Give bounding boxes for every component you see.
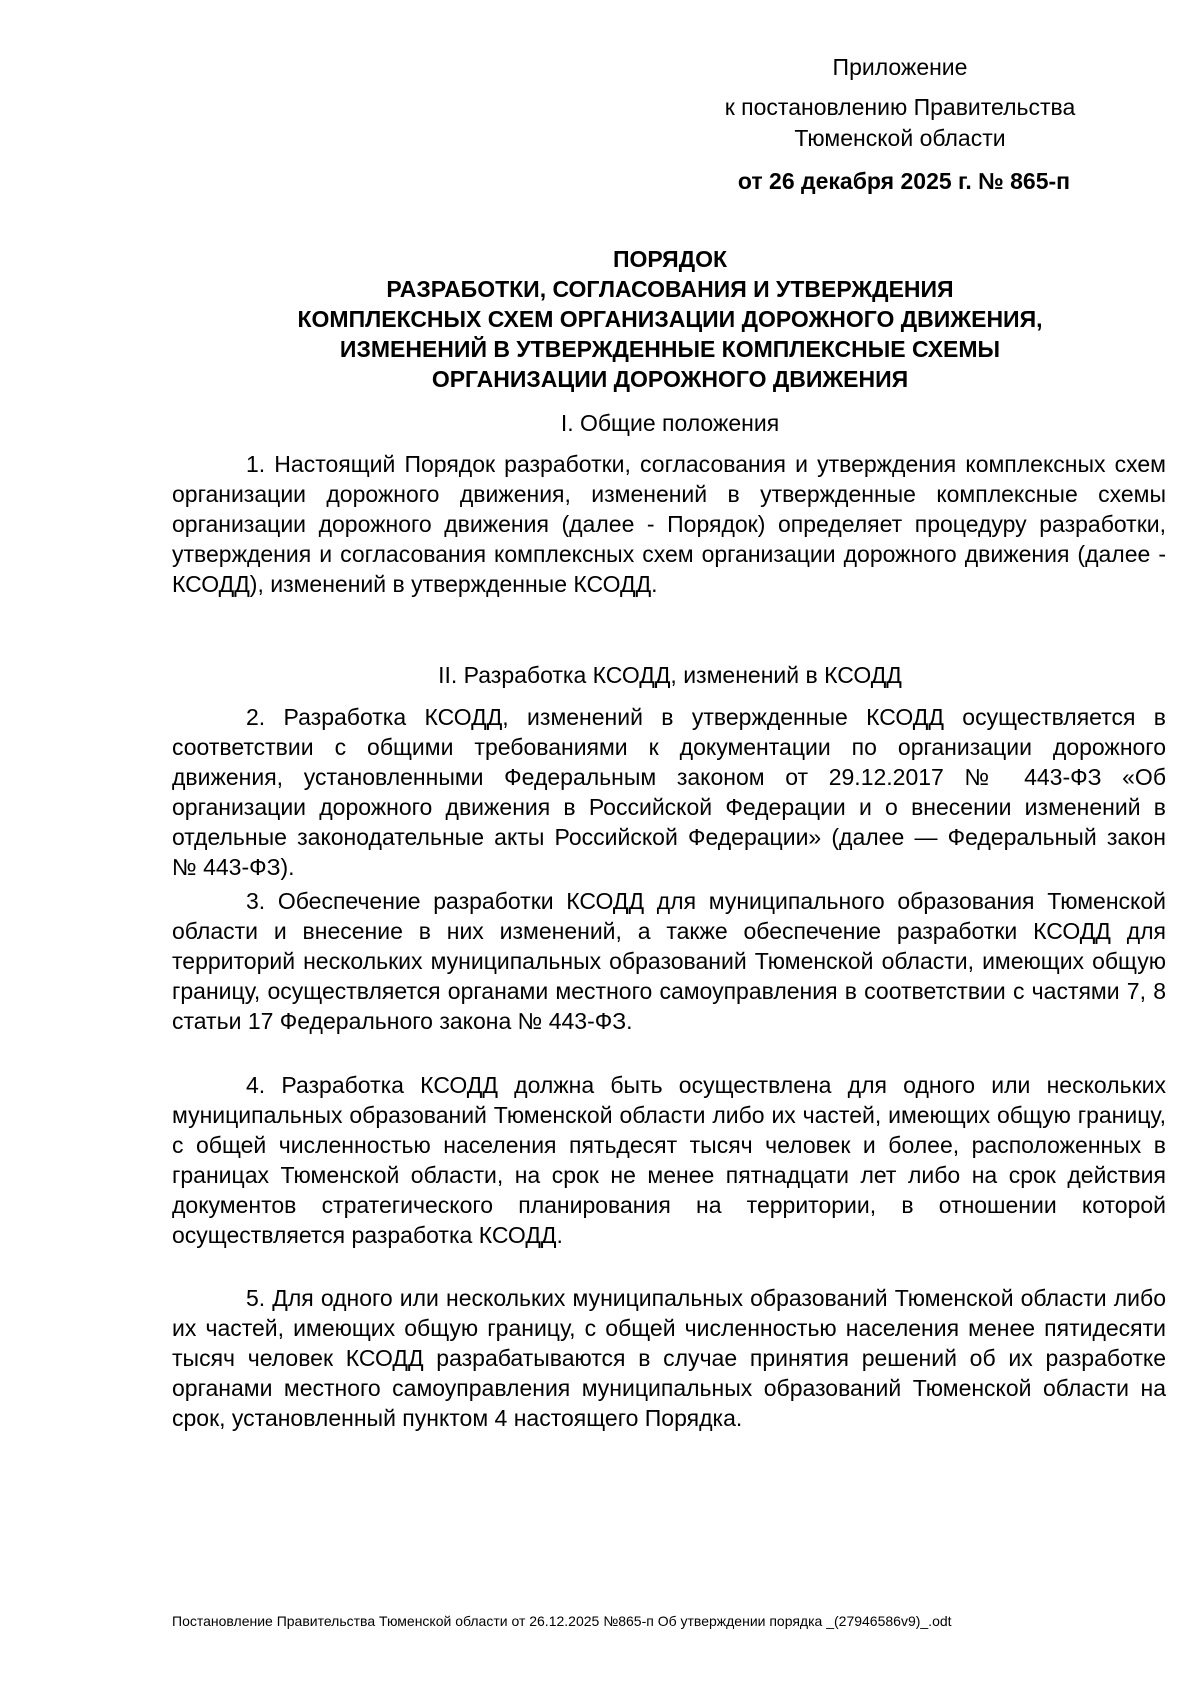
- title-line-5: ОРГАНИЗАЦИИ ДОРОЖНОГО ДВИЖЕНИЯ: [431, 366, 909, 392]
- appendix-label: Приложение: [832, 54, 968, 80]
- appendix-header: [680, 52, 1120, 197]
- paragraph-4: 4. Разработка КСОДД должна быть осуществлена для одного или нескольких муниципальных образований Тюменской области либо их частей, имеющих общую границу, с общей численностью населения пятьдесят тысяч человек и более, расположенных в границах Тюменской области, на срок не менее пятнадцати лет либо на срок действия документов стратегического планирования на территории, в отношении которой осуществляется разработка КСОДД.: [172, 1072, 1166, 1248]
- to-decree-line-2: Тюменской области: [794, 125, 1006, 151]
- paragraph-2: 2. Разработка КСОДД, изменений в утвержденные КСОДД осуществляется в соответствии с общими требованиями к документации по организации дорожного движения, установленными Федеральным законом от 29.12.2017 № 443-ФЗ «Об организации дорожного движения в Российской Федерации и о внесении изменений в отдельные законодательные акты Российской Федерации» (далее — Федеральный закон № 443-ФЗ).: [172, 704, 1166, 880]
- to-decree-line-1: к постановлению Правительства: [724, 94, 1076, 120]
- title-line-3: КОМПЛЕКСНЫХ СХЕМ ОРГАНИЗАЦИИ ДОРОЖНОГО ДВИЖЕНИЯ,: [297, 306, 1043, 332]
- section-heading-1: I. Общие положения: [560, 410, 780, 436]
- title-line-4: ИЗМЕНЕНИЙ В УТВЕРЖДЕННЫЕ КОМПЛЕКСНЫЕ СХЕМЫ: [339, 336, 1001, 362]
- title-line-1: ПОРЯДОК: [612, 246, 728, 272]
- document-title: [170, 244, 1170, 394]
- section-heading-2: II. Разработка КСОДД, изменений в КСОДД: [438, 662, 902, 688]
- paragraph-1: 1. Настоящий Порядок разработки, согласования и утверждения комплексных схем организации дорожного движения, изменений в утвержденные комплексные схемы организации дорожного движения (далее - Порядок) определяет процедуру разработки, утверждения и согласования комплексных схем организации дорожного движения (далее - КСОДД), изменений в утвержденные КСОДД.: [172, 451, 1166, 597]
- decree-reference: от 26 декабря 2025 г. № 865-п: [737, 168, 1071, 194]
- title-line-2: РАЗРАБОТКИ, СОГЛАСОВАНИЯ И УТВЕРЖДЕНИЯ: [386, 276, 954, 302]
- paragraph-5: 5. Для одного или нескольких муниципальных образований Тюменской области либо их частей, имеющих общую границу, с общей численностью населения менее пятидесяти тысяч человек КСОДД разрабатываются в случае принятия решений об их разработке органами местного самоуправления муниципальных образований Тюменской области на срок, установленный пунктом 4 настоящего Порядка.: [172, 1285, 1166, 1431]
- paragraph-3: 3. Обеспечение разработки КСОДД для муниципального образования Тюменской области и внесение в них изменений, а также обеспечение разработки КСОДД для территорий нескольких муниципальных образований Тюменской области, имеющих общую границу, осуществляется органами местного самоуправления в соответствии с частями 7, 8 статьи 17 Федерального закона № 443-ФЗ.: [172, 888, 1166, 1034]
- document-footer: Постановление Правительства Тюменской области от 26.12.2025 №865-п Об утверждении порядка _(27946586v9)_.odt: [172, 1613, 952, 1629]
